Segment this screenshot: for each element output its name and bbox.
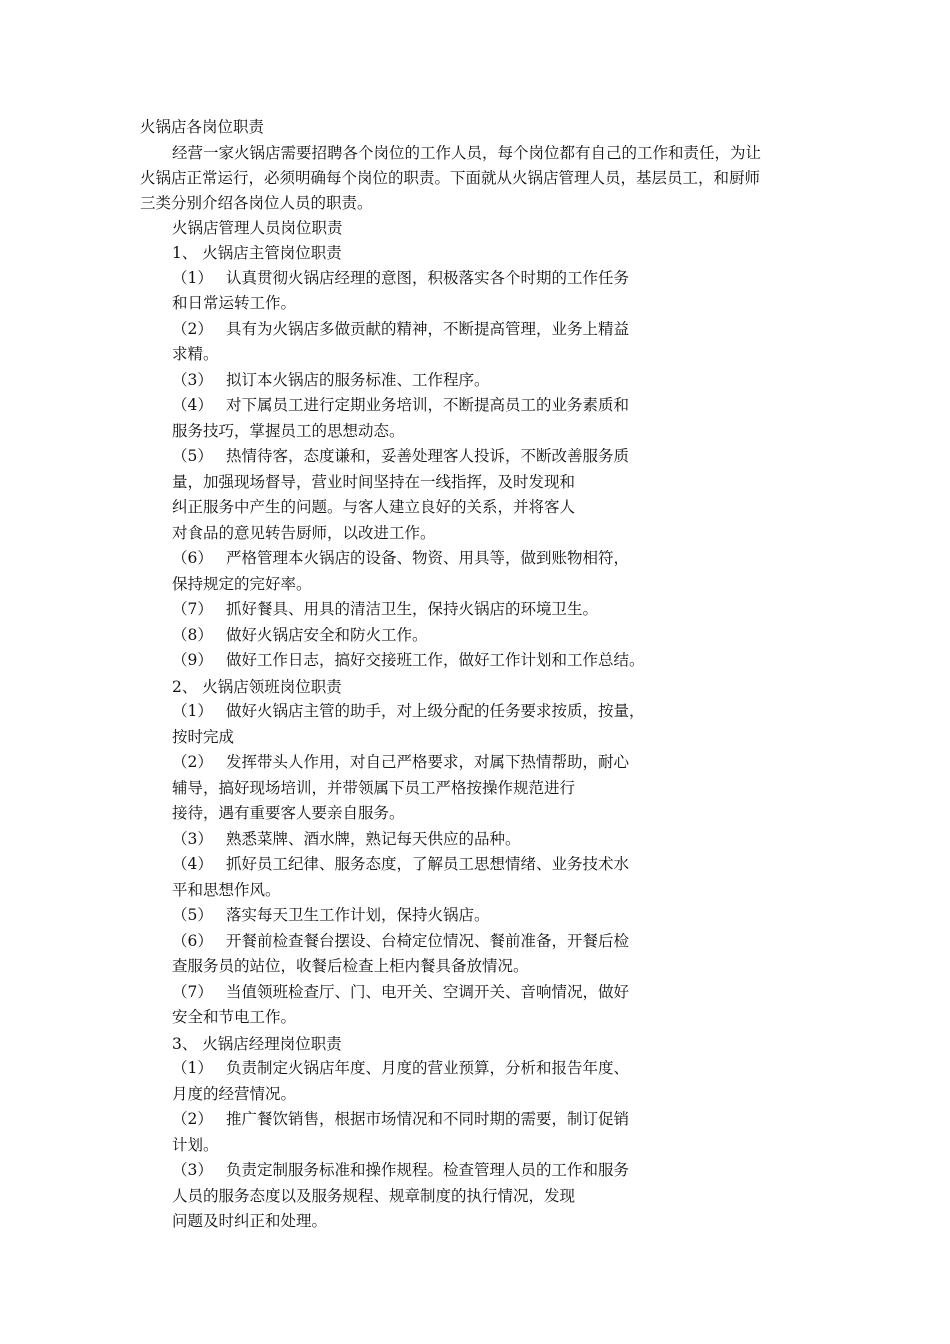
duty-line — [172, 291, 629, 317]
duty-line — [172, 623, 428, 649]
duty-item — [172, 597, 598, 623]
item-text: 推广餐饮销售，根据市场情况和不同时期的需要，制订促销 — [226, 1110, 630, 1128]
duty-item — [172, 444, 629, 546]
duty-line — [172, 266, 629, 292]
duty-item — [172, 750, 629, 827]
item-text: 发挥带头人作用，对自己严格要求，对属下热情帮助，耐心 — [226, 753, 630, 771]
item-text: 月度的经营情况。 — [172, 1084, 297, 1103]
item-text: 熟悉菜牌、酒水牌，熟记每天供应的品种。 — [226, 829, 521, 848]
item-number: （4） — [172, 396, 213, 414]
duty-line — [172, 444, 629, 470]
item-text: 做好工作日志，搞好交接班工作，做好工作计划和工作总结。 — [226, 651, 645, 669]
duty-item — [172, 317, 629, 368]
item-text: 做好火锅店安全和防火工作。 — [226, 625, 428, 644]
duty-line — [172, 776, 629, 802]
item-number: （4） — [172, 855, 213, 873]
duty-line — [172, 393, 629, 419]
item-number: （7） — [172, 600, 213, 618]
item-number: （1） — [172, 268, 213, 287]
intro-line: 三类分别介绍各岗位人员的职责。 — [140, 194, 373, 212]
duty-line — [172, 750, 629, 776]
item-text: 服务技巧，掌握员工的思想动态。 — [172, 421, 405, 440]
duty-line — [172, 419, 629, 445]
duty-line — [172, 470, 629, 496]
duty-item — [172, 827, 521, 853]
item-text: 和日常运转工作。 — [172, 294, 297, 312]
item-text: 计划。 — [172, 1135, 219, 1154]
intro-line: 经营一家火锅店需要招聘各个岗位的工作人员，每个岗位都有自己的工作和责任，为让 — [172, 144, 762, 162]
item-text: 对下属员工进行定期业务培训，不断提高员工的业务素质和 — [226, 396, 630, 414]
item-text: 负责定制服务标准和操作规程。检查管理人员的工作和服务 — [226, 1161, 630, 1179]
duty-line — [172, 342, 629, 368]
duty-line — [172, 725, 645, 751]
item-number: （7） — [172, 982, 213, 1001]
item-number: （2） — [172, 1110, 213, 1128]
duty-line — [172, 1056, 629, 1082]
item-number: （6） — [172, 931, 213, 950]
item-text: 开餐前检查餐台摆设、台椅定位情况、餐前准备，开餐后检 — [226, 931, 630, 950]
item-text: 抓好餐具、用具的清洁卫生，保持火锅店的环境卫生。 — [226, 600, 599, 618]
duty-line — [172, 1005, 629, 1031]
duty-line — [172, 546, 629, 572]
item-number: （9） — [172, 651, 213, 669]
duty-line — [172, 878, 629, 904]
item-text: 查服务员的站位，收餐后检查上柜内餐具备放情况。 — [172, 957, 529, 975]
item-text: 当值领班检查厅、门、电开关、空调开关、音响情况，做好 — [226, 982, 630, 1001]
item-number: （8） — [172, 625, 213, 644]
subsection-heading: 3、 火锅店经理岗位职责 — [172, 1034, 342, 1053]
duty-line — [172, 980, 629, 1006]
item-text: 按时完成 — [172, 727, 235, 746]
duty-item — [172, 699, 645, 750]
item-text: 保持规定的完好率。 — [172, 574, 312, 593]
item-text: 做好火锅店主管的助手，对上级分配的任务要求按质，按量， — [226, 702, 645, 720]
duty-line — [172, 1158, 629, 1184]
item-number: （3） — [172, 829, 213, 848]
document-title: 火锅店各岗位职责 — [140, 118, 265, 136]
duty-item — [172, 903, 490, 929]
duty-item — [172, 852, 629, 903]
item-number: （2） — [172, 753, 213, 771]
duty-line — [172, 954, 629, 980]
item-text: 人员的服务态度以及服务规程、规章制度的执行情况，发现 — [172, 1186, 576, 1205]
item-number: （1） — [172, 702, 213, 720]
item-number: （6） — [172, 549, 213, 567]
item-text: 辅导，搞好现场培训，并带领属下员工严格按操作规范进行 — [172, 778, 576, 797]
item-text: 接待，遇有重要客人要亲自服务。 — [172, 804, 405, 822]
item-text: 负责制定火锅店年度、月度的营业预算，分析和报告年度、 — [226, 1059, 630, 1077]
item-text: 平和思想作风。 — [172, 880, 281, 899]
section-heading: 火锅店管理人员岗位职责 — [172, 219, 343, 237]
item-number: （5） — [172, 447, 213, 465]
item-text: 抓好员工纪律、服务态度，了解员工思想情绪、业务技术水 — [226, 855, 630, 873]
intro-line: 火锅店正常运行，必须明确每个岗位的职责。下面就从火锅店管理人员，基层员工，和厨师 — [140, 169, 761, 187]
item-text: 具有为火锅店多做贡献的精神，不断提高管理，业务上精益 — [226, 319, 630, 338]
duty-line — [172, 368, 490, 394]
duty-line — [172, 597, 598, 623]
duty-line — [172, 801, 629, 827]
item-number: （5） — [172, 906, 213, 924]
duty-line — [172, 1209, 629, 1235]
item-text: 落实每天卫生工作计划，保持火锅店。 — [226, 906, 490, 924]
duty-item — [172, 1107, 629, 1158]
duty-line — [172, 521, 629, 547]
duty-item — [172, 393, 629, 444]
item-text: 问题及时纠正和处理。 — [172, 1212, 328, 1230]
duty-line — [172, 1107, 629, 1133]
duty-line — [172, 317, 629, 343]
item-text: 拟订本火锅店的服务标准、工作程序。 — [226, 370, 490, 389]
duty-line — [172, 852, 629, 878]
duty-item — [172, 623, 428, 649]
item-text: 热情待客，态度谦和，妥善处理客人投诉，不断改善服务质 — [226, 447, 630, 465]
item-number: （2） — [172, 319, 213, 338]
item-number: （3） — [172, 1161, 213, 1179]
item-text: 安全和节电工作。 — [172, 1008, 297, 1026]
duty-item — [172, 980, 629, 1031]
duty-item — [172, 1158, 629, 1235]
item-number: （3） — [172, 370, 213, 389]
duty-item — [172, 929, 629, 980]
duty-line — [172, 648, 645, 674]
duty-item — [172, 546, 629, 597]
duty-line — [172, 903, 490, 929]
subsection-heading: 2、 火锅店领班岗位职责 — [172, 677, 342, 696]
duty-item — [172, 1056, 629, 1107]
duty-item — [172, 266, 629, 317]
duty-line — [172, 1184, 629, 1210]
duty-item — [172, 648, 645, 674]
duty-line — [172, 1133, 629, 1159]
item-text: 求精。 — [172, 345, 219, 363]
duty-line — [172, 827, 521, 853]
duty-line — [172, 929, 629, 955]
duty-line — [172, 572, 629, 598]
duty-line — [172, 495, 629, 521]
item-text: 量，加强现场督导，营业时间坚持在一线指挥，及时发现和 — [172, 472, 576, 491]
item-text: 纠正服务中产生的问题。与客人建立良好的关系，并将客人 — [172, 498, 576, 516]
item-text: 对食品的意见转告厨师，以改进工作。 — [172, 523, 436, 542]
item-number: （1） — [172, 1059, 213, 1077]
item-text: 严格管理本火锅店的设备、物资、用具等，做到账物相符， — [226, 549, 630, 567]
duty-item — [172, 368, 490, 394]
item-text: 认真贯彻火锅店经理的意图，积极落实各个时期的工作任务 — [226, 268, 630, 287]
duty-line — [172, 699, 645, 725]
duty-line — [172, 1082, 629, 1108]
subsection-heading: 1、 火锅店主管岗位职责 — [172, 244, 342, 262]
